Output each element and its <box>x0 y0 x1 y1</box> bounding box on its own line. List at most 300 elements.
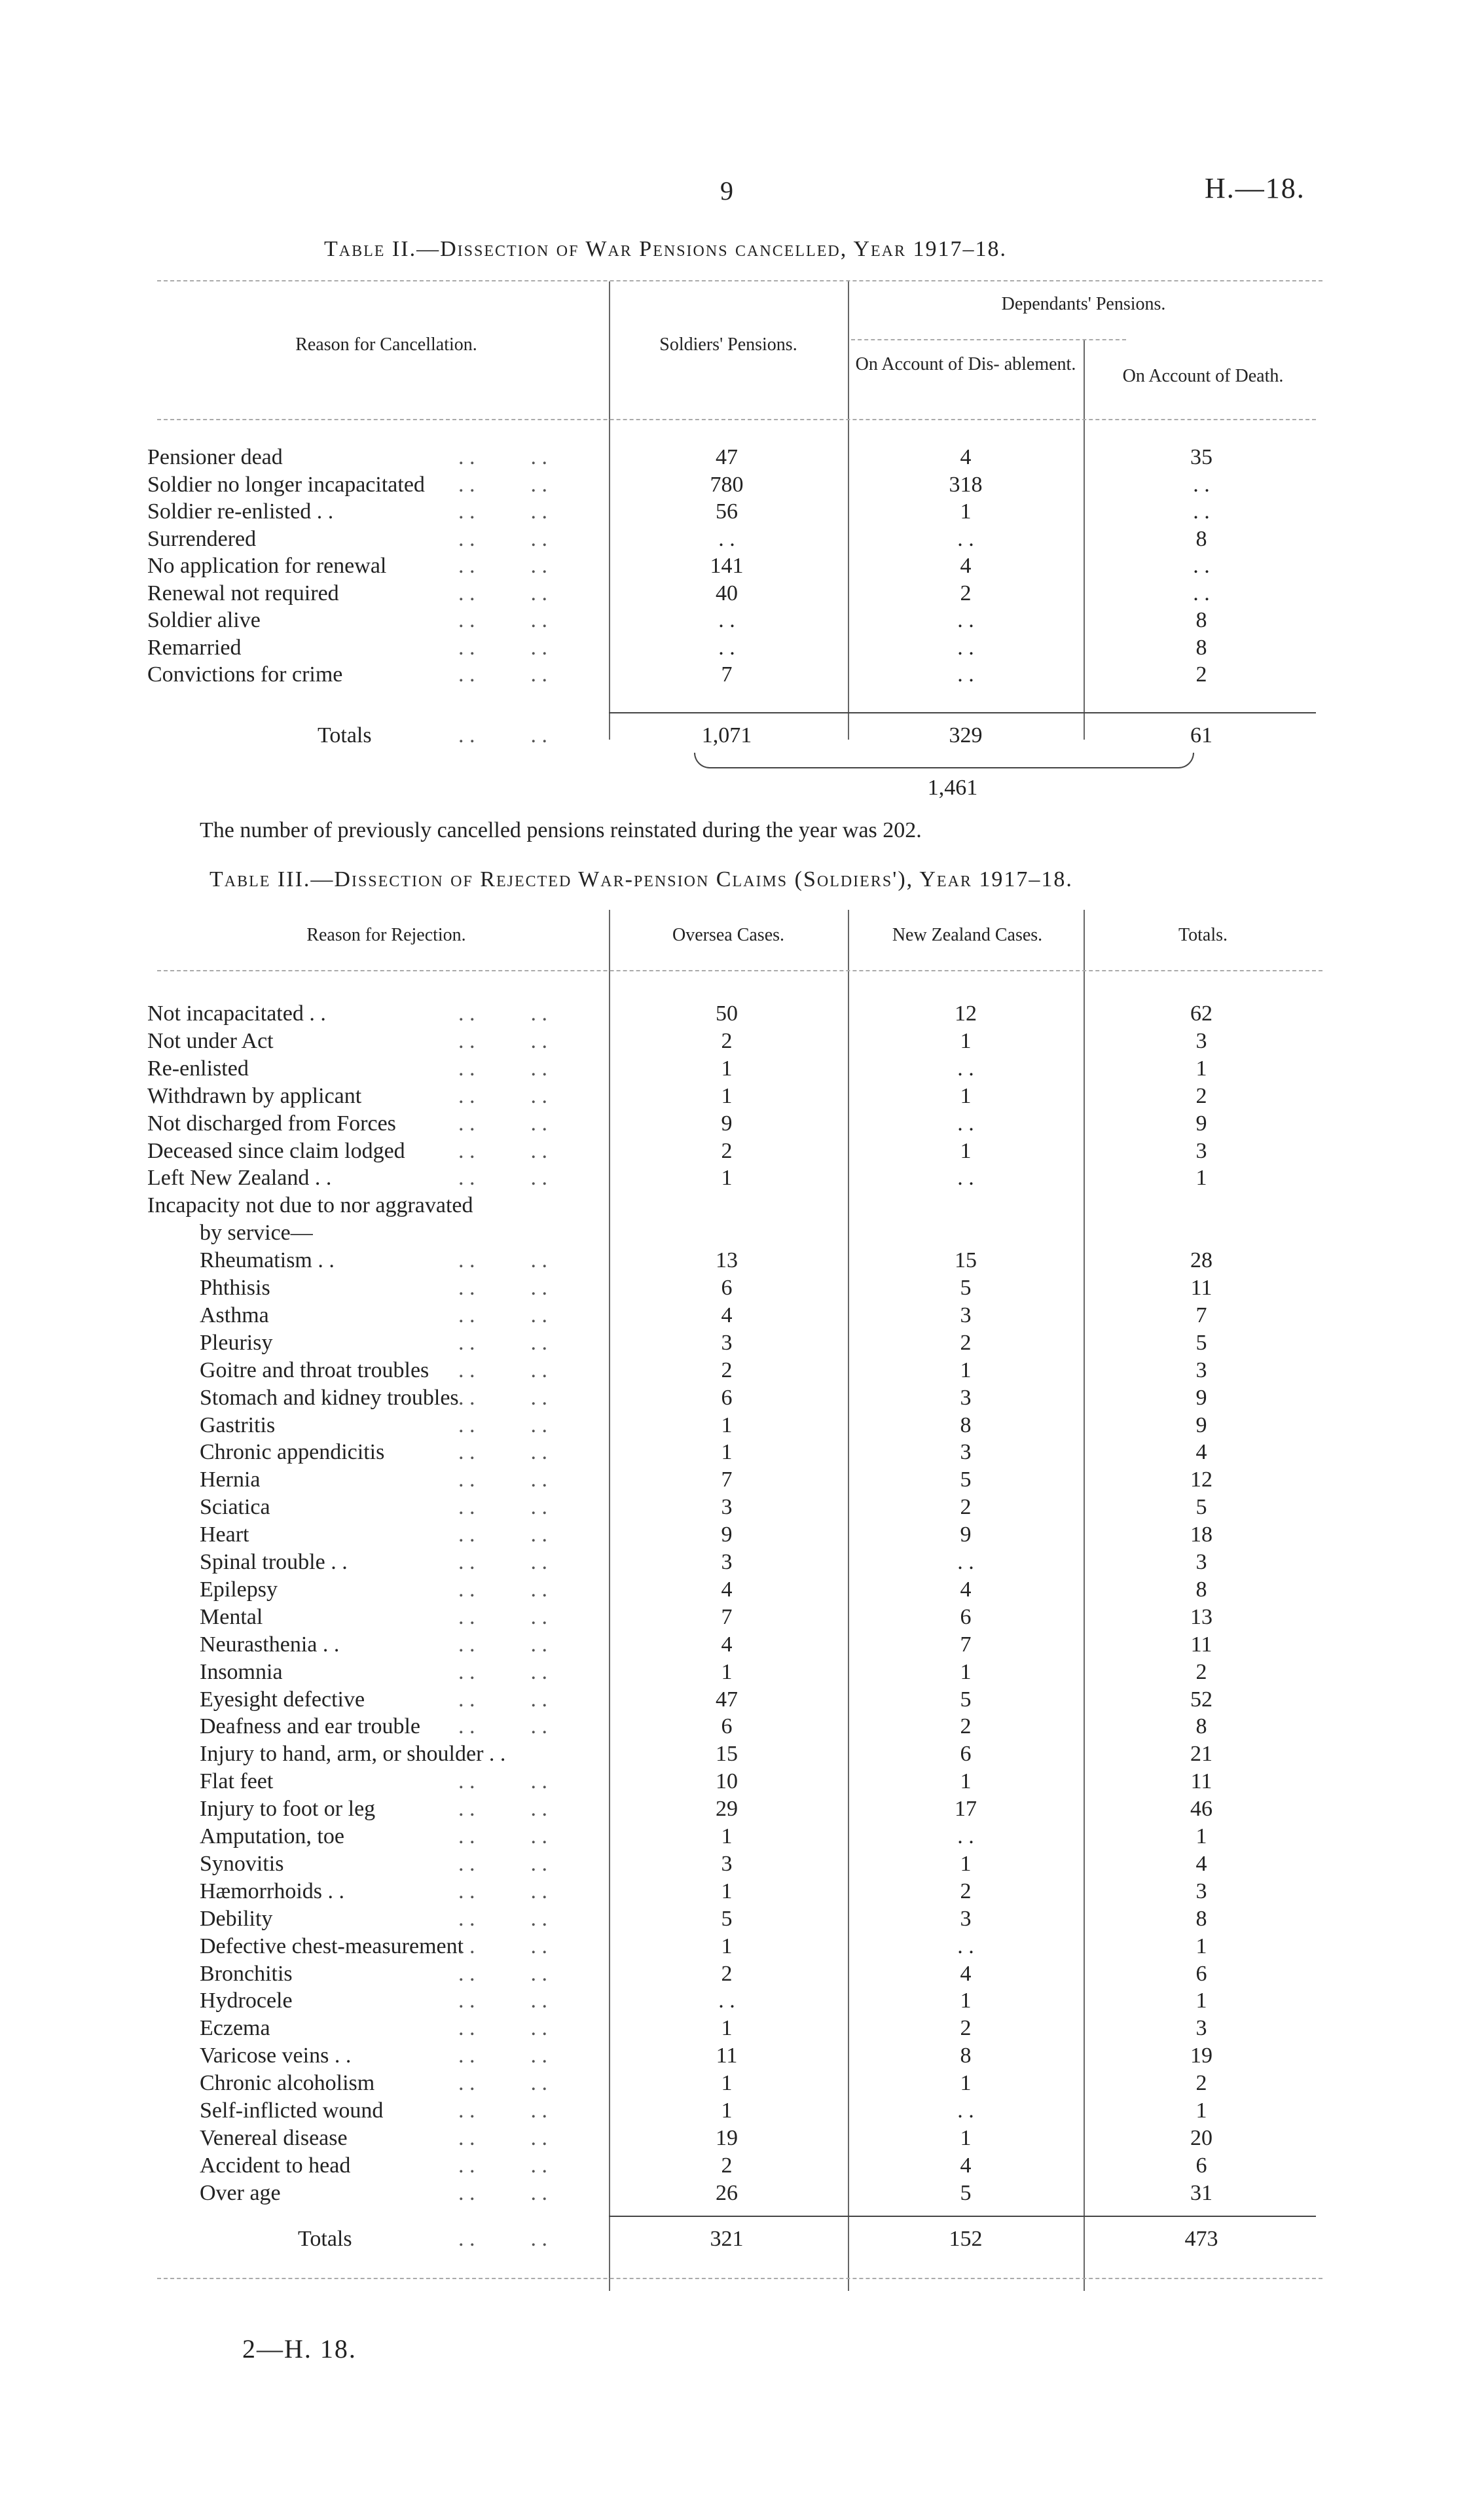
table3-cell-nz: 15 <box>955 1248 977 1273</box>
table3-cell-total: 6 <box>1195 2153 1207 2178</box>
table3-row <box>0 1797 1477 1824</box>
table3-row-label: Self-inflicted wound <box>200 2098 384 2123</box>
table3-row-label: Pleurisy <box>200 1330 273 1355</box>
table3-cell-overseas: 15 <box>716 1742 738 1767</box>
table3-cell-overseas: 6 <box>721 1385 733 1410</box>
table3-cell-overseas: 7 <box>721 1604 733 1629</box>
table3-row <box>0 2016 1477 2043</box>
table3-row-label: Over age <box>200 2180 281 2205</box>
table3-cell-nz: 1 <box>960 2125 972 2150</box>
table3-row-label: Debility <box>200 1906 273 1931</box>
table2-cell-soldiers: 56 <box>716 499 738 524</box>
table3-cell-total: 21 <box>1190 1742 1213 1767</box>
table3-cell-nz: 8 <box>960 1413 972 1437</box>
table3-totals-rule <box>609 2216 1316 2217</box>
table2-totals-row <box>0 723 1477 751</box>
table3-row <box>0 1714 1477 1742</box>
table3-row-dots: . . . . <box>458 1879 547 1903</box>
table3-row-label: Injury to hand, arm, or shoulder . . <box>200 1742 506 1767</box>
table3-cell-nz: . . <box>957 2098 974 2123</box>
table3-col-totals: Totals. <box>1178 925 1228 945</box>
table3-cell-total: 5 <box>1195 1495 1207 1520</box>
table3-row <box>0 1577 1477 1605</box>
table3-cell-nz: 7 <box>960 1632 972 1657</box>
table2-row-dots: . . . . <box>458 499 547 524</box>
table3-row-dots: . . . . <box>458 1083 547 1108</box>
table3-row <box>0 2043 1477 2071</box>
table3-cell-total: 9 <box>1195 1413 1207 1437</box>
table2-row <box>0 499 1477 527</box>
table3-cell-total: 19 <box>1190 2043 1213 2068</box>
table3-cell-overseas: 1 <box>721 1440 733 1465</box>
table3-cell-overseas: 29 <box>716 1797 738 1822</box>
table3-row-label: Eyesight defective <box>200 1687 365 1712</box>
table2-cell-soldiers: 141 <box>710 554 744 578</box>
table3-cell-nz: 5 <box>960 2180 972 2205</box>
table3-row-label: Heart <box>200 1522 249 1547</box>
table3-cell-total: 20 <box>1190 2125 1213 2150</box>
table2-caption: Table II.—Dissection of War Pensions cancelled, Year 1917–18. <box>324 237 1007 261</box>
table3-cell-nz: 5 <box>960 1687 972 1712</box>
table3-cell-nz: . . <box>957 1934 974 1958</box>
table2-cell-soldiers: 7 <box>721 662 733 687</box>
table3-cell-nz: 1 <box>960 1851 972 1876</box>
table3-row-dots: . . . . <box>458 1687 547 1712</box>
table3-totals-row <box>0 2227 1477 2254</box>
table3-row <box>0 1522 1477 1550</box>
table3-row-dots: . . . . <box>458 1413 547 1437</box>
table3-cell-total: 3 <box>1195 1028 1207 1053</box>
table3-row <box>0 1413 1477 1441</box>
table3-row-dots: . . . . <box>458 1276 547 1300</box>
table2-cell-death: 2 <box>1195 662 1207 687</box>
table3-cell-nz: 1 <box>960 1659 972 1684</box>
table3-row <box>0 1824 1477 1852</box>
table3-cell-nz: 6 <box>960 1604 972 1629</box>
table3-cell-nz: 4 <box>960 1961 972 1986</box>
table3-row-label: Chronic appendicitis <box>200 1440 385 1465</box>
table3-cell-total: 31 <box>1190 2180 1213 2205</box>
table3-row-label: Rheumatism . . <box>200 1248 335 1273</box>
table3-row <box>0 1386 1477 1413</box>
table3-bottom-rule <box>157 2278 1322 2279</box>
table3-cell-nz: 1 <box>960 1769 972 1794</box>
table3-row-dots: . . . . <box>458 1769 547 1794</box>
table3-cell-overseas: 4 <box>721 1303 733 1327</box>
table2-col-disablement: On Account of Dis- ablement. <box>855 354 1076 374</box>
table2-cell-disablement: 1 <box>960 499 972 524</box>
table2-cell-death: . . <box>1193 554 1210 578</box>
table2-grand-total: 1,461 <box>927 776 978 800</box>
table2-totals-dots: . . . . <box>458 723 547 747</box>
table3-row-dots: . . . . <box>458 1550 547 1574</box>
table2-row-dots: . . . . <box>458 554 547 578</box>
table3-cell-overseas: 4 <box>721 1577 733 1602</box>
table3-row <box>0 1769 1477 1797</box>
table3-cell-overseas: 1 <box>721 1056 733 1081</box>
table3-cell-overseas: 4 <box>721 1632 733 1657</box>
table3-totals-label: Totals <box>298 2227 352 2251</box>
table3-total-overseas: 321 <box>710 2227 744 2251</box>
table2-cell-disablement: . . <box>957 662 974 687</box>
reinstated-note: The number of previously cancelled pensions reinstated during the year was 202. <box>200 818 922 842</box>
table3-row-label: Not under Act <box>147 1028 274 1053</box>
table3-row <box>0 1660 1477 1687</box>
table2-cell-death: . . <box>1193 499 1210 524</box>
table3-col-reason: Reason for Rejection. <box>306 925 466 945</box>
table3-cell-total: 1 <box>1195 1824 1207 1848</box>
table3-cell-overseas: 2 <box>721 1358 733 1382</box>
table3-cell-nz: 9 <box>960 1522 972 1547</box>
table3-row-dots: . . . . <box>458 1111 547 1136</box>
table3-cell-nz: 2 <box>960 2016 972 2041</box>
table2-total-brace <box>694 753 1194 768</box>
table3-cell-overseas: 5 <box>721 1906 733 1931</box>
table2-cell-soldiers: . . <box>718 526 735 551</box>
table3-row-dots: . . . . <box>458 1604 547 1629</box>
table3-row-dots: . . . . <box>458 1577 547 1602</box>
table3-row-dots: . . . . <box>458 1714 547 1739</box>
table3-cell-overseas: 9 <box>721 1522 733 1547</box>
table2-cell-soldiers: . . <box>718 608 735 632</box>
table3-row-label: Varicose veins . . <box>200 2043 352 2068</box>
table2-row <box>0 473 1477 500</box>
table3-row-dots: . . . . <box>458 1797 547 1822</box>
table3-row <box>0 1550 1477 1577</box>
table3-cell-overseas: 1 <box>721 1166 733 1191</box>
table3-cell-overseas: 3 <box>721 1550 733 1574</box>
table3-row-dots: . . . . <box>458 1303 547 1327</box>
table3-row-dots: . . . . <box>458 1906 547 1931</box>
table2-col-dependants: Dependants' Pensions. <box>1001 294 1166 314</box>
table3-cell-total: 2 <box>1195 2071 1207 2096</box>
table2-total-disablement: 329 <box>949 723 983 747</box>
table3-row-dots: . . . . <box>458 1358 547 1382</box>
table3-row-dots: . . . . <box>458 2071 547 2096</box>
table2-row-dots: . . . . <box>458 635 547 660</box>
table3-cell-overseas: 10 <box>716 1769 738 1794</box>
table3-row-dots: . . . . <box>458 2098 547 2123</box>
table3-cell-nz: . . <box>957 1166 974 1191</box>
table3-caption: Table III.—Dissection of Rejected War-pension Claims (Soldiers'), Year 1917–18. <box>210 867 1073 891</box>
table2-row-label: Surrendered <box>147 526 257 551</box>
table3-cell-total: 1 <box>1195 1989 1207 2013</box>
table2-cell-disablement: 318 <box>949 472 983 497</box>
table3-row-dots: . . . . <box>458 1632 547 1657</box>
table2-row <box>0 445 1477 473</box>
table3-row-label: Not incapacitated . . <box>147 1001 326 1026</box>
table3-row-dots: . . . . <box>458 1934 547 1958</box>
table3-cell-overseas: 6 <box>721 1714 733 1739</box>
table3-cell-overseas: 1 <box>721 1934 733 1958</box>
table2-row <box>0 662 1477 690</box>
table2-cell-disablement: 4 <box>960 554 972 578</box>
table3-row <box>0 1303 1477 1331</box>
table3-row-dots: . . . . <box>458 2153 547 2178</box>
table3-cell-nz: . . <box>957 1550 974 1574</box>
table2-row-dots: . . . . <box>458 445 547 469</box>
table2-cell-soldiers: 47 <box>716 445 738 469</box>
table2-row-dots: . . . . <box>458 526 547 551</box>
table3-row-label: Stomach and kidney troubles <box>200 1385 459 1410</box>
table3-row-dots: . . . . <box>458 1440 547 1465</box>
table3-cell-overseas: 2 <box>721 2153 733 2178</box>
table3-row-label: Eczema <box>200 2016 270 2041</box>
table3-row <box>0 1056 1477 1084</box>
table3-totals-dots: . . . . <box>458 2227 547 2251</box>
table3-row-label: Insomnia <box>200 1659 283 1684</box>
table3-row-label: Neurasthenia . . <box>200 1632 340 1657</box>
table3-row-dots: . . . . <box>458 1056 547 1081</box>
table3-cell-overseas: 26 <box>716 2180 738 2205</box>
table3-cell-nz: 5 <box>960 1467 972 1492</box>
table3-cell-total: 2 <box>1195 1083 1207 1108</box>
table2-header-rule <box>157 419 1316 420</box>
table3-row <box>0 1605 1477 1632</box>
table3-cell-nz: 6 <box>960 1742 972 1767</box>
table3-row <box>0 1084 1477 1111</box>
table3-cell-total: 1 <box>1195 2098 1207 2123</box>
footer-signature: 2—H. 18. <box>242 2334 357 2364</box>
table3-cell-total: 18 <box>1190 1522 1213 1547</box>
table3-cell-total: 4 <box>1195 1440 1207 1465</box>
table3-cell-nz: 2 <box>960 1495 972 1520</box>
table3-cell-nz: . . <box>957 1056 974 1081</box>
table3-row <box>0 1166 1477 1193</box>
table3-cell-total: 3 <box>1195 1879 1207 1903</box>
table3-cell-nz: 1 <box>960 1028 972 1053</box>
table3-cell-nz: 1 <box>960 1989 972 2013</box>
table3-cell-nz: 1 <box>960 2071 972 2096</box>
table3-cell-nz: 2 <box>960 1330 972 1355</box>
table3-cell-total: 8 <box>1195 1577 1207 1602</box>
table3-row <box>0 1440 1477 1467</box>
table3-row <box>0 1001 1477 1029</box>
table3-cell-total: 3 <box>1195 2016 1207 2041</box>
table3-row <box>0 1687 1477 1715</box>
table3-cell-nz: 2 <box>960 1714 972 1739</box>
table3-row-dots: . . . . <box>458 1659 547 1684</box>
table3-cell-overseas: 6 <box>721 1276 733 1300</box>
table2-cell-disablement: . . <box>957 635 974 660</box>
table3-row-dots: . . . . <box>458 1330 547 1355</box>
table3-row <box>0 1193 1477 1221</box>
table3-cell-total: 1 <box>1195 1056 1207 1081</box>
table2-dependants-rule <box>851 339 1126 340</box>
table2-col-death: On Account of Death. <box>1122 366 1284 386</box>
table3-cell-total: 11 <box>1190 1769 1213 1794</box>
table3-cell-overseas: . . <box>718 1989 735 2013</box>
table3-row <box>0 1907 1477 1934</box>
table3-row <box>0 1852 1477 1879</box>
table3-row-label: Mental <box>200 1604 263 1629</box>
table3-row-label: Amputation, toe <box>200 1824 344 1848</box>
table3-row-label: Incapacity not due to nor aggravated <box>147 1193 473 1218</box>
table3-row-label: Sciatica <box>200 1495 270 1520</box>
table3-cell-nz: 12 <box>955 1001 977 1026</box>
table3-cell-overseas: 9 <box>721 1111 733 1136</box>
table3-cell-overseas: 1 <box>721 1083 733 1108</box>
table2-totals-rule <box>609 712 1316 713</box>
table3-cell-overseas: 1 <box>721 2098 733 2123</box>
table3-cell-overseas: 47 <box>716 1687 738 1712</box>
table3-cell-nz: 8 <box>960 2043 972 2068</box>
table3-row-dots: . . . . <box>458 1248 547 1273</box>
table2-row <box>0 636 1477 663</box>
table2-row-label: Renewal not required <box>147 581 339 605</box>
table3-cell-nz: 17 <box>955 1797 977 1822</box>
table2-row-dots: . . . . <box>458 608 547 632</box>
table2-cell-death: . . <box>1193 581 1210 605</box>
table3-row-dots: . . . . <box>458 2043 547 2068</box>
table3-cell-nz: 5 <box>960 1276 972 1300</box>
table2-row <box>0 554 1477 581</box>
table3-row-dots: . . . . <box>458 1989 547 2013</box>
table3-row-label: Spinal trouble . . <box>200 1550 348 1574</box>
page-number: 9 <box>720 176 733 206</box>
table3-cell-nz: 4 <box>960 1577 972 1602</box>
table3-row-label: Flat feet <box>200 1769 274 1794</box>
table3-cell-overseas: 2 <box>721 1138 733 1163</box>
table3-cell-total: 2 <box>1195 1659 1207 1684</box>
table3-row-label: Injury to foot or leg <box>200 1797 376 1822</box>
table3-cell-total: 62 <box>1190 1001 1213 1026</box>
table3-cell-total: 52 <box>1190 1687 1213 1712</box>
table3-cell-overseas: 2 <box>721 1028 733 1053</box>
table3-row-label: Deafness and ear trouble <box>200 1714 421 1739</box>
table2-cell-soldiers: 40 <box>716 581 738 605</box>
table2-row <box>0 608 1477 636</box>
table3-cell-overseas: 2 <box>721 1961 733 1986</box>
table2-row-dots: . . . . <box>458 662 547 687</box>
table2-row-label: Soldier re-enlisted . . <box>147 499 334 524</box>
table2-cell-disablement: . . <box>957 526 974 551</box>
table2-row <box>0 527 1477 554</box>
table3-row-label: Defective chest-measurement <box>200 1934 464 1958</box>
table3-cell-total: 3 <box>1195 1550 1207 1574</box>
table3-row-label: Goitre and throat troubles <box>200 1358 429 1382</box>
table3-row <box>0 1989 1477 2016</box>
table3-cell-nz: . . <box>957 1824 974 1848</box>
table3-cell-overseas: 3 <box>721 1495 733 1520</box>
table3-row <box>0 1934 1477 1962</box>
table3-cell-total: 9 <box>1195 1111 1207 1136</box>
table3-row <box>0 1742 1477 1769</box>
table3-row-dots: . . . . <box>458 1028 547 1053</box>
table2-cell-death: . . <box>1193 472 1210 497</box>
table3-row-label: Gastritis <box>200 1413 276 1437</box>
table3-row-label: Bronchitis <box>200 1961 293 1986</box>
table3-cell-total: 46 <box>1190 1797 1213 1822</box>
table3-row <box>0 1632 1477 1660</box>
table3-row-label: Accident to head <box>200 2153 351 2178</box>
table3-cell-overseas: 1 <box>721 1879 733 1903</box>
table2-cell-disablement: . . <box>957 608 974 632</box>
table3-cell-total: 7 <box>1195 1303 1207 1327</box>
table3-cell-total: 9 <box>1195 1385 1207 1410</box>
table3-cell-overseas: 50 <box>716 1001 738 1026</box>
table3-row-label: Withdrawn by applicant <box>147 1083 362 1108</box>
table3-cell-nz: 1 <box>960 1358 972 1382</box>
table3-cell-total: 8 <box>1195 1714 1207 1739</box>
table3-cell-total: 11 <box>1190 1632 1213 1657</box>
table3-row-label: Re-enlisted <box>147 1056 249 1081</box>
table3-row <box>0 1879 1477 1907</box>
table3-cell-total: 1 <box>1195 1166 1207 1191</box>
table3-row-label: Asthma <box>200 1303 269 1327</box>
table3-row <box>0 2153 1477 2181</box>
table3-row-dots: . . . . <box>458 1138 547 1163</box>
table3-row-dots: . . . . <box>458 1001 547 1026</box>
table2-cell-soldiers: 780 <box>710 472 744 497</box>
table3-cell-overseas: 7 <box>721 1467 733 1492</box>
table3-row-label: Synovitis <box>200 1851 284 1876</box>
table3-row <box>0 1221 1477 1248</box>
table3-cell-nz: 3 <box>960 1385 972 1410</box>
table3-row-label: Chronic alcoholism <box>200 2071 375 2096</box>
table2-cell-disablement: 2 <box>960 581 972 605</box>
table3-row-label: by service— <box>200 1221 313 1246</box>
table3-row-dots: . . . . <box>458 1385 547 1410</box>
table3-cell-total: 1 <box>1195 1934 1207 1958</box>
table3-cell-overseas: 1 <box>721 1413 733 1437</box>
table3-total-nz: 152 <box>949 2227 983 2251</box>
table3-row <box>0 1467 1477 1495</box>
table2-total-soldiers: 1,071 <box>701 723 752 747</box>
table3-cell-total: 12 <box>1190 1467 1213 1492</box>
table3-row <box>0 2181 1477 2208</box>
table3-row-dots: . . . . <box>458 2180 547 2205</box>
table3-row-dots: . . . . <box>458 1851 547 1876</box>
table3-cell-nz: 3 <box>960 1440 972 1465</box>
table3-cell-total: 5 <box>1195 1330 1207 1355</box>
table3-row-dots: . . . . <box>458 1824 547 1848</box>
table3-row-label: Epilepsy <box>200 1577 278 1602</box>
table3-row <box>0 2071 1477 2098</box>
table3-header-rule <box>157 970 1322 971</box>
table3-row <box>0 1358 1477 1386</box>
table3-row-label: Hernia <box>200 1467 261 1492</box>
table3-row <box>0 1029 1477 1056</box>
table3-row-label: Deceased since claim lodged <box>147 1138 405 1163</box>
table3-row-dots: . . . . <box>458 1961 547 1986</box>
table3-cell-nz: 4 <box>960 2153 972 2178</box>
table2-row <box>0 581 1477 609</box>
table3-row <box>0 1962 1477 1989</box>
table3-cell-total: 3 <box>1195 1138 1207 1163</box>
table3-cell-total: 11 <box>1190 1276 1213 1300</box>
table3-row <box>0 1139 1477 1166</box>
table3-cell-nz: 3 <box>960 1303 972 1327</box>
table3-row <box>0 1248 1477 1276</box>
table2-row-label: Pensioner dead <box>147 445 283 469</box>
table2-row-dots: . . . . <box>458 581 547 605</box>
table2-row-label: Soldier no longer incapacitated <box>147 472 425 497</box>
table3-row-dots: . . . . <box>458 1467 547 1492</box>
table3-row <box>0 1276 1477 1303</box>
table3-cell-overseas: 11 <box>716 2043 738 2068</box>
table2-cell-death: 35 <box>1190 445 1213 469</box>
table3-cell-overseas: 1 <box>721 1659 733 1684</box>
table3-cell-overseas: 19 <box>716 2125 738 2150</box>
table3-col-overseas: Oversea Cases. <box>672 925 785 945</box>
table3-row-dots: . . . . <box>458 2016 547 2041</box>
table2-cell-soldiers: . . <box>718 635 735 660</box>
table3-cell-total: 4 <box>1195 1851 1207 1876</box>
table2-col-soldiers: Soldiers' Pensions. <box>659 334 797 355</box>
table3-cell-total: 6 <box>1195 1961 1207 1986</box>
table3-cell-nz: 3 <box>960 1906 972 1931</box>
